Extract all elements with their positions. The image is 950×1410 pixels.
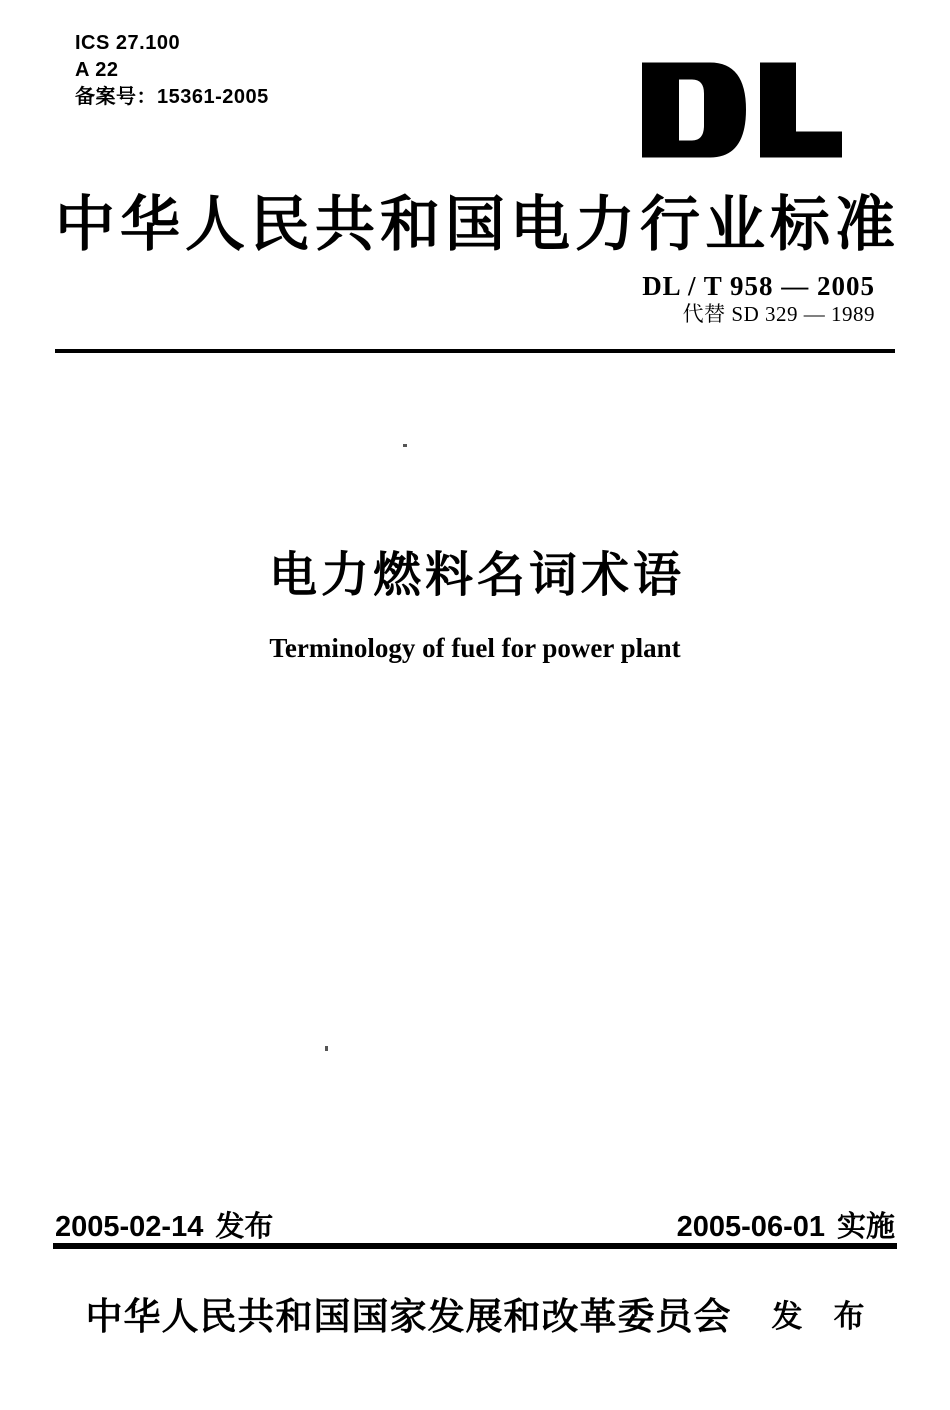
header-rule [55,349,895,353]
dl-logo [642,62,842,158]
record-number: 备案号：15361-2005 [75,86,269,108]
scan-speck [325,1046,328,1051]
meta-block [75,30,269,111]
implement-date-item [677,1204,895,1245]
classification-code: A 22 [75,59,119,81]
replaces-note: 代替 SD 329 — 1989 [682,302,875,326]
publisher-name: 中华人民共和国国家发展和改革委员会 [85,1296,732,1337]
standard-series-title: 中 华 人 民 共 和 国 电 力 行 业 标 准 [55,191,895,258]
document-title-chinese: 电力燃料名词术语 [268,549,685,602]
dl-logo-graphic [642,62,842,158]
publisher-row [0,1286,950,1340]
date-row [55,1204,895,1245]
issue-date-item [55,1204,273,1245]
issue-date-label: 发布 [215,1211,274,1243]
standard-number: DL / T 958 — 2005 [642,271,875,301]
ics-code: ICS 27.100 [75,32,181,54]
implement-date-value: 2005-06-01 [676,1211,825,1243]
scan-speck [403,444,407,447]
footer-rule [53,1243,897,1249]
publish-label: 发 布 [771,1298,865,1334]
implement-date-label: 实施 [836,1211,895,1243]
standard-number-block [642,272,875,326]
document-title-english: Terminology of fuel for power plant [269,633,681,663]
issue-date-value: 2005-02-14 [55,1211,204,1243]
